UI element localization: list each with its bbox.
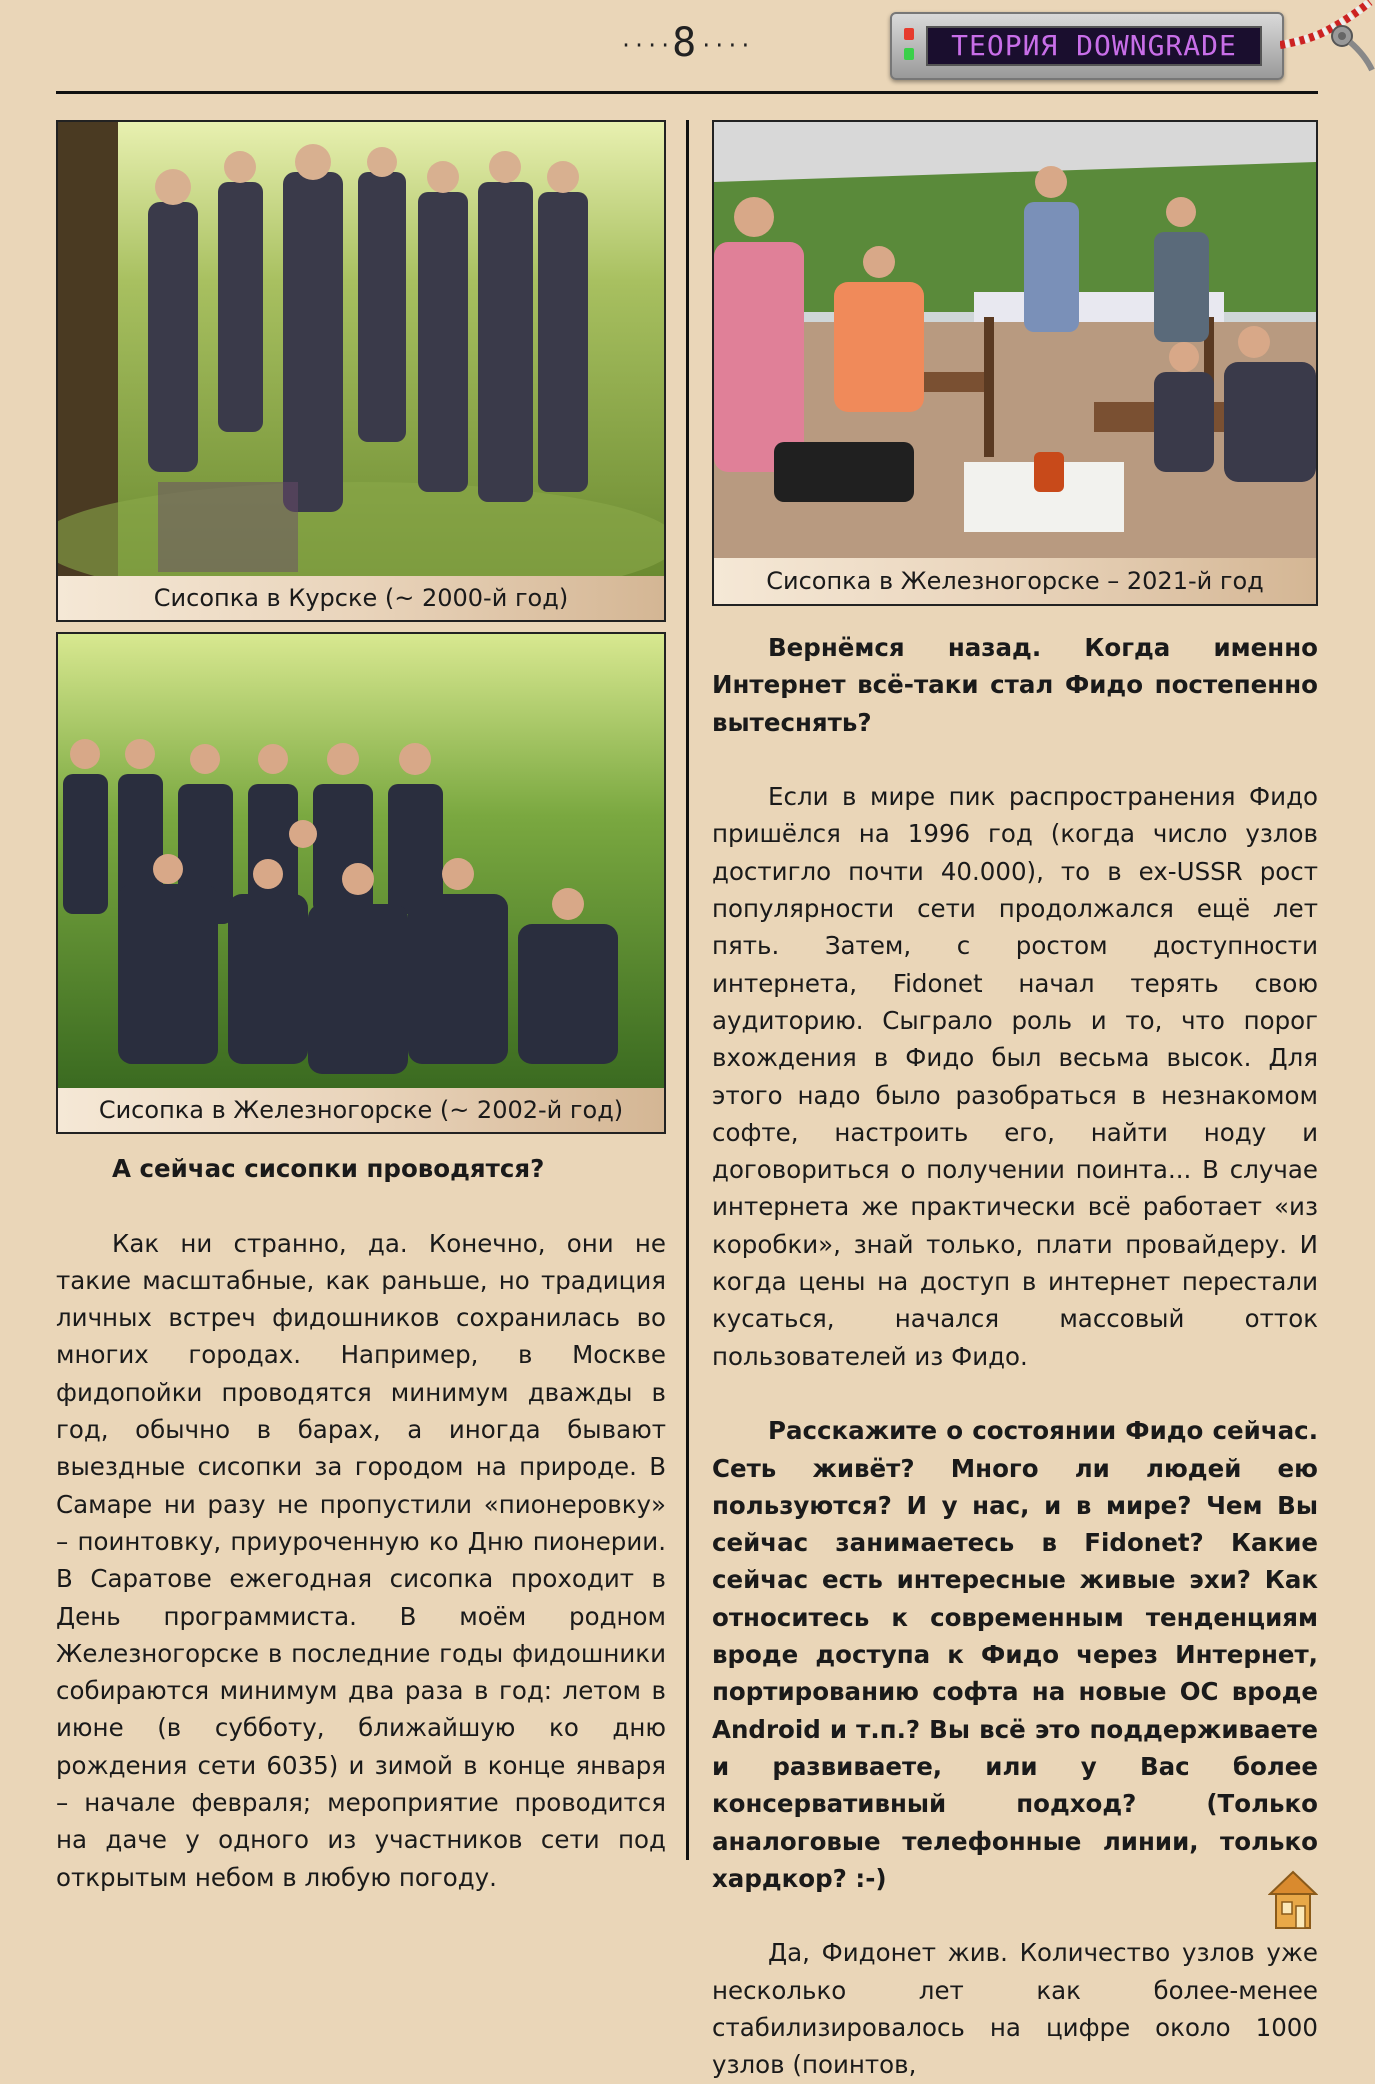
- photo-kursk: [56, 120, 666, 622]
- left-column-text: [56, 1150, 666, 1896]
- logo-text: ТЕОРИЯ DOWNGRADE: [926, 26, 1262, 66]
- red-led-icon: [904, 28, 914, 40]
- interview-answer: Да, Фидонет жив. Количество узлов уже несколько лет как более-менее стабилизировалось на цифре около 1000 узлов (поинтов,: [712, 1938, 1318, 2080]
- header-rule: [56, 91, 1318, 94]
- interview-answer: Если в мире пик распространения Фидо пришёлся на 1996 год (когда число узлов достигло почти 40.000), то в ex-USSR рост популярности сети продолжался ещё лет пять. Затем, с ростом доступности интернета, Fidonet начал терять свою аудиторию. Сыграло роль и то, что порог вхождения в Фидо был весьма высок. Для этого надо было разобраться в незнакомом софте, настроить его, найти ноду и договориться о получении поинта... В случае интернета же практически всё работает «из коробки», знай только, плати провайдеру. И когда цены на доступ в интернет перестали кусаться, начался массовый отток пользователей из Фидо.: [712, 782, 1318, 1371]
- photo-zheleznogorsk-2021: [712, 120, 1318, 606]
- interview-answer: Как ни странно, да. Конечно, они не такие масштабные, как раньше, но традиция личных встреч фидошников сохранилась во многих городах. Например, в Москве фидопойки проводятся минимум дважды в год, обычно в барах, а иногда бывают выездные сисопки за городом на природе. В Самаре ни разу не пропустили «пионеровку» – поинтовку, приуроченную ко Дню пионерии. В Саратове ежегодная сисопка проходит в День программиста. В моём родном Железногорске в последние годы фидошники собираются минимум два раза в год: летом в июне (в субботу, ближайшую ко дню рождения сети 6035) и зимой в конце января – начале февраля; мероприятие проводится на даче у одного из участников сети под открытым небом в любую погоду.: [56, 1228, 666, 1892]
- photo-caption: Сисопка в Железногорске – 2021-й год: [714, 558, 1316, 604]
- photo-caption: Сисопка в Железногорске (~ 2002-й год): [58, 1088, 664, 1132]
- magazine-logo: [890, 12, 1284, 80]
- photo-zheleznogorsk-2002-image: [58, 634, 664, 1092]
- interview-question: А сейчас сисопки проводятся?: [112, 1154, 545, 1183]
- cable-plug-icon: [1280, 0, 1375, 80]
- photo-zheleznogorsk-2002: [56, 632, 666, 1134]
- photo-kursk-image: [58, 122, 664, 580]
- green-led-icon: [904, 48, 914, 60]
- column-divider: [686, 120, 689, 1860]
- photo-caption: Сисопка в Курске (~ 2000-й год): [58, 576, 664, 620]
- photo-zheleznogorsk-2021-image: [714, 122, 1316, 562]
- interview-question: Расскажите о состоянии Фидо сейчас. Сеть живёт? Много ли людей ею пользуются? И у нас, и в мире? Чем Вы сейчас занимаетесь в Fidonet? Какие сейчас есть интересные живые эхи? Как относитесь к современным тенденциям вроде доступа к Фидо через Интернет, портированию софта на новые ОС вроде Android и т.п.? Вы всё это поддерживаете и развиваете, или у Вас более консервативный подход? (Только аналоговые телефонные линии, только хардкор? :-): [712, 1416, 1318, 1893]
- interview-question: Вернёмся назад. Когда именно Интернет всё-таки стал Фидо постепенно вытеснять?: [712, 633, 1318, 737]
- home-icon[interactable]: [1268, 1870, 1318, 1930]
- page-number: ····8····: [620, 20, 753, 66]
- right-column-text: [712, 629, 1318, 2084]
